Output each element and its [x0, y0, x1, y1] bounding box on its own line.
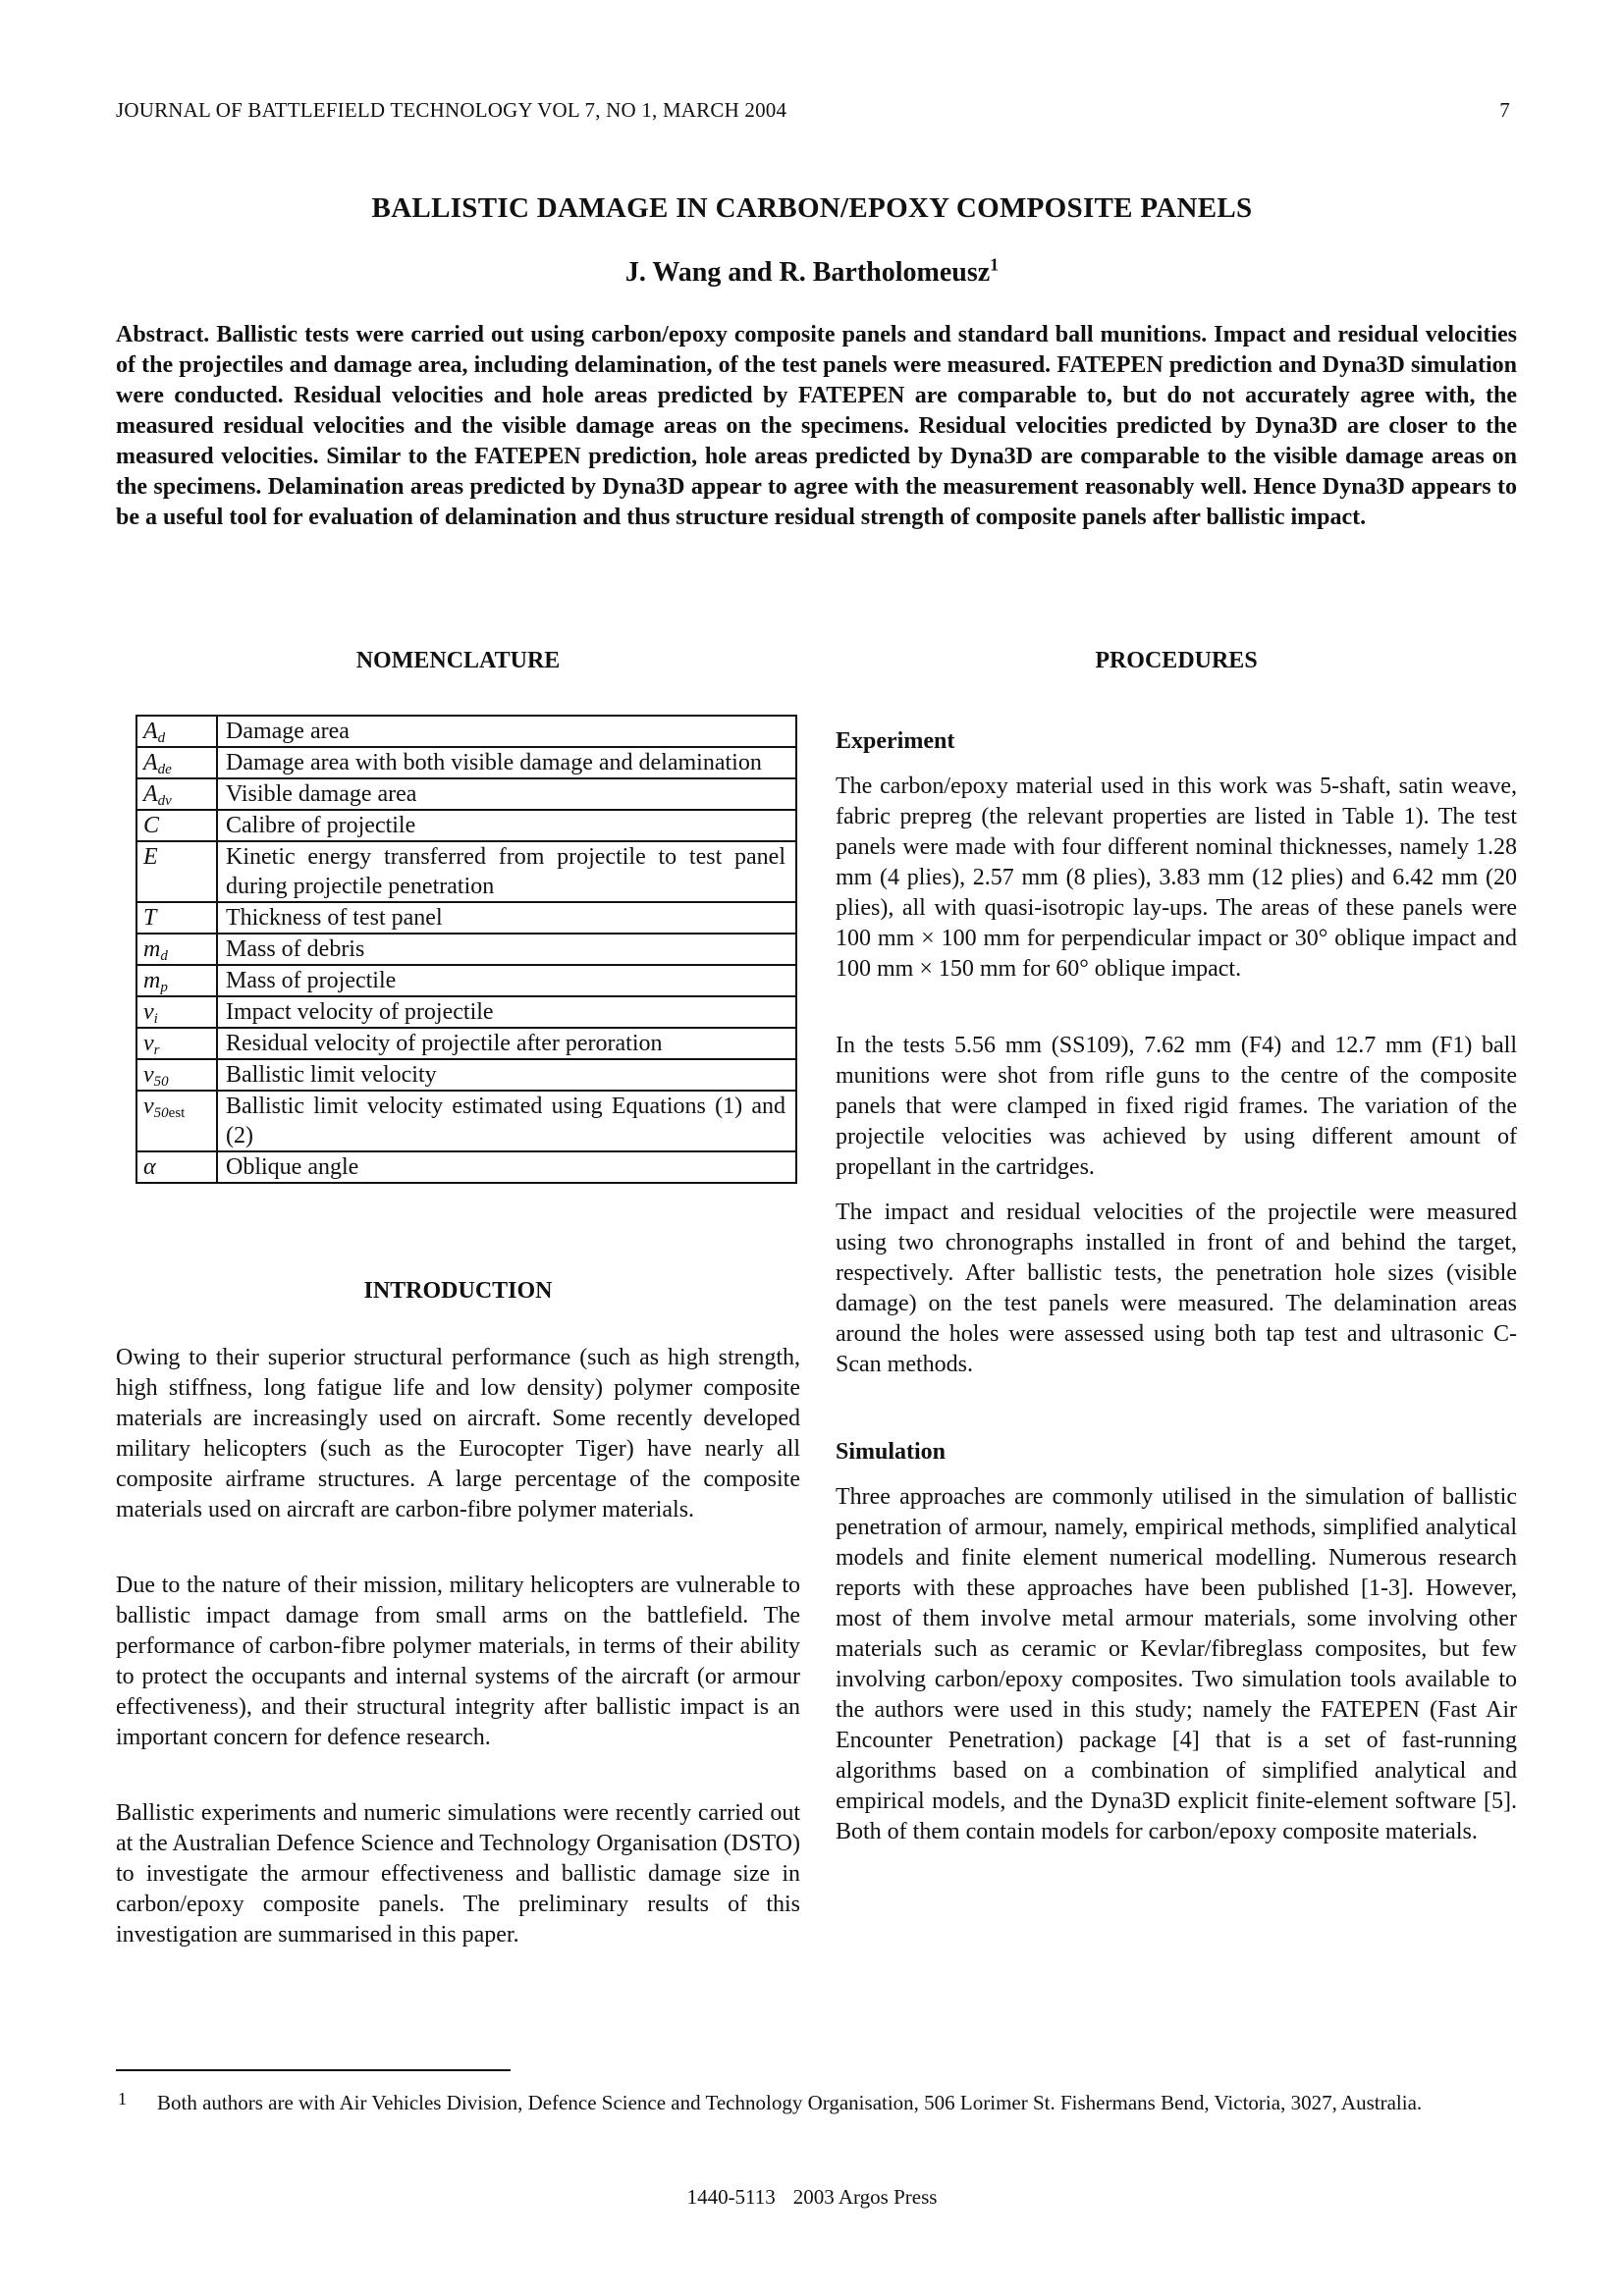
nomenclature-definition: Mass of projectile: [217, 965, 796, 996]
author-footnote-mark: 1: [990, 254, 1000, 275]
simulation-paragraph-1: Three approaches are commonly utilised in the simulation of ballistic penetration of armour, namely, empirical methods, simplified analytical models and finite element numerical modelling. Numerous research reports with these approaches have been published [1-3]. However, most of them involve metal armour materials, some involving other materials such as ceramic or Kevlar/fibreglass composites, but few involving carbon/epoxy composites. Two simulation tools available to the authors were used in this study; namely the FATEPEN (Fast Air Encounter Penetration) package [4] that is a set of fast-running algorithms based on a combination of simplified analytical and empirical models, and the Dyna3D explicit finite-element software [5]. Both of them contain models for carbon/epoxy composite materials.: [836, 1484, 1517, 1844]
footnote: [116, 2089, 1517, 2117]
issn: 1440-5113: [686, 2185, 776, 2209]
nomenclature-symbol: [136, 1091, 217, 1151]
nomenclature-row: [136, 1028, 796, 1059]
experiment-paragraph-3: The impact and residual velocities of the projectile were measured using two chronographs installed in front of and behind the target, respectively. After ballistic tests, the penetration hole sizes (visible damage) on the test panels were measured. The delamination areas around the holes were assessed using both tap test and ultrasonic C-Scan methods.: [836, 1200, 1517, 1377]
nomenclature-definition: Calibre of projectile: [217, 810, 796, 841]
symbol-subscript: i: [153, 1011, 158, 1027]
simulation-heading: Simulation: [836, 1439, 947, 1465]
nomenclature-symbol: [136, 902, 217, 934]
symbol-base: A: [143, 750, 158, 775]
experiment-paragraph-2: In the tests 5.56 mm (SS109), 7.62 mm (F4) and 12.7 mm (F1) ball munitions were shot from rifle guns to the centre of the composite panels that were clamped in fixed rigid frames. The variation of the projectile velocities was achieved by using different amount of propellant in the cartridges.: [836, 1033, 1517, 1180]
symbol-subscript: 50: [153, 1105, 169, 1121]
nomenclature-symbol: [136, 1028, 217, 1059]
symbol-base: v: [143, 1062, 154, 1088]
symbol-base: T: [143, 905, 157, 931]
symbol-subscript: r: [153, 1042, 160, 1058]
symbol-base: E: [143, 844, 158, 870]
nomenclature-symbol: [136, 747, 217, 778]
nomenclature-row: [136, 902, 796, 934]
footnote-divider: [116, 2069, 511, 2071]
nomenclature-heading: NOMENCLATURE: [355, 648, 561, 673]
nomenclature-symbol: [136, 841, 217, 902]
nomenclature-definition: Ballistic limit velocity estimated using Equations (1) and (2): [217, 1091, 796, 1151]
symbol-subscript: d: [157, 730, 166, 746]
nomenclature-row: [136, 1091, 796, 1151]
nomenclature-definition: Ballistic limit velocity: [217, 1059, 796, 1091]
publication-footer: [0, 2185, 1624, 2210]
nomenclature-symbol: [136, 996, 217, 1028]
nomenclature-definition: Kinetic energy transferred from projectile to test panel during projectile penetration: [217, 841, 796, 902]
nomenclature-definition: Impact velocity of projectile: [217, 996, 796, 1028]
nomenclature-row: [136, 716, 796, 747]
nomenclature-row: [136, 965, 796, 996]
journal-name: JOURNAL OF BATTLEFIELD TECHNOLOGY VOL 7, NO 1, MARCH 2004: [116, 98, 787, 122]
intro-paragraph-3: Ballistic experiments and numeric simulations were recently carried out at the Australian Defence Science and Technology Organisation (DSTO) to investigate the armour effectiveness and ballistic damage size in carbon/epoxy composite panels. The preliminary results of this investigation are summarised in this paper.: [116, 1800, 800, 1948]
nomenclature-symbol: [136, 965, 217, 996]
symbol-subscript: de: [157, 762, 172, 777]
nomenclature-symbol: [136, 1059, 217, 1091]
nomenclature-definition: Mass of debris: [217, 934, 796, 965]
nomenclature-row: [136, 1151, 796, 1183]
page-number: 7: [1499, 98, 1510, 122]
symbol-subscript: 50: [153, 1074, 169, 1090]
symbol-base: m: [143, 968, 161, 993]
symbol-base: v: [143, 999, 154, 1025]
symbol-base: m: [143, 936, 161, 962]
author-names: J. Wang and R. Bartholomeusz: [624, 257, 991, 288]
running-head: [116, 98, 1510, 123]
symbol-subscript-upright: est: [168, 1105, 186, 1121]
nomenclature-row: [136, 747, 796, 778]
nomenclature-definition: Visible damage area: [217, 778, 796, 810]
introduction-heading: INTRODUCTION: [363, 1278, 553, 1304]
symbol-subscript: d: [160, 948, 168, 964]
nomenclature-definition: Oblique angle: [217, 1151, 796, 1183]
intro-paragraph-2: Due to the nature of their mission, military helicopters are vulnerable to ballistic impact damage from small arms on the battlefield. The performance of carbon-fibre polymer materials, in terms of their ability to protect the occupants and internal systems of the aircraft (or armour effectiveness), and their structural integrity after ballistic impact is an important concern for defence research.: [116, 1573, 800, 1750]
nomenclature-definition: Thickness of test panel: [217, 902, 796, 934]
symbol-base: A: [143, 719, 158, 744]
symbol-subscript: dv: [157, 793, 172, 809]
nomenclature-row: [136, 841, 796, 902]
symbol-base: α: [143, 1154, 156, 1180]
footnote-text: Both authors are with Air Vehicles Division, Defence Science and Technology Organisation, 506 Lorimer St. Fishermans Bend, Victoria, 3027, Australia.: [157, 2091, 1423, 2114]
nomenclature-symbol: [136, 778, 217, 810]
symbol-base: v: [143, 1094, 154, 1119]
paper-title: BALLISTIC DAMAGE IN CARBON/EPOXY COMPOSITE PANELS: [371, 192, 1253, 224]
nomenclature-row: [136, 778, 796, 810]
footnote-mark: 1: [118, 2089, 127, 2109]
symbol-base: C: [143, 813, 160, 838]
nomenclature-row: [136, 810, 796, 841]
intro-paragraph-1: Owing to their superior structural performance (such as high strength, high stiffness, long fatigue life and low density) polymer composite materials are increasingly used on aircraft. Some recently developed military helicopters (such as the Eurocopter Tiger) have nearly all composite airframe structures. A large percentage of the composite materials used on aircraft are carbon-fibre polymer materials.: [116, 1345, 800, 1522]
nomenclature-definition: Damage area with both visible damage and delamination: [217, 747, 796, 778]
nomenclature-symbol: [136, 934, 217, 965]
symbol-base: A: [143, 781, 158, 807]
publisher: 2003 Argos Press: [792, 2185, 938, 2209]
nomenclature-row: [136, 934, 796, 965]
nomenclature-row: [136, 996, 796, 1028]
symbol-subscript: p: [160, 980, 168, 995]
nomenclature-definition: Damage area: [217, 716, 796, 747]
nomenclature-table: [135, 715, 797, 1184]
nomenclature-definition: Residual velocity of projectile after peroration: [217, 1028, 796, 1059]
abstract: Abstract. Ballistic tests were carried out using carbon/epoxy composite panels and standard ball munitions. Impact and residual velocities of the projectiles and damage area, including delamination, of the test panels were measured. FATEPEN prediction and Dyna3D simulation were conducted. Residual velocities and hole areas predicted by FATEPEN are comparable to, but do not accurately agree with, the measured residual velocities and the visible damage areas on the specimens. Residual velocities predicted by Dyna3D are closer to the measured velocities. Similar to the FATEPEN prediction, hole areas predicted by Dyna3D are comparable to the visible damage areas on the specimens. Delamination areas predicted by Dyna3D appear to agree with the measurement reasonably well. Hence Dyna3D appears to be a useful tool for evaluation of delamination and thus structure residual strength of composite panels after ballistic impact.: [116, 322, 1517, 530]
symbol-base: v: [143, 1031, 154, 1056]
experiment-heading: Experiment: [836, 728, 955, 754]
authors: [0, 254, 1624, 289]
nomenclature-symbol: [136, 1151, 217, 1183]
experiment-paragraph-1: The carbon/epoxy material used in this work was 5-shaft, satin weave, fabric prepreg (the relevant properties are listed in Table 1). The test panels were made with four different nominal thicknesses, namely 1.28 mm (4 plies), 2.57 mm (8 plies), 3.83 mm (12 plies) and 6.42 mm (20 plies), all with quasi-isotropic lay-ups. The areas of these panels were 100 mm × 100 mm for perpendicular impact or 30° oblique impact and 100 mm × 150 mm for 60° oblique impact.: [836, 774, 1517, 982]
nomenclature-row: [136, 1059, 796, 1091]
procedures-heading: PROCEDURES: [1095, 648, 1258, 673]
nomenclature-symbol: [136, 716, 217, 747]
nomenclature-symbol: [136, 810, 217, 841]
